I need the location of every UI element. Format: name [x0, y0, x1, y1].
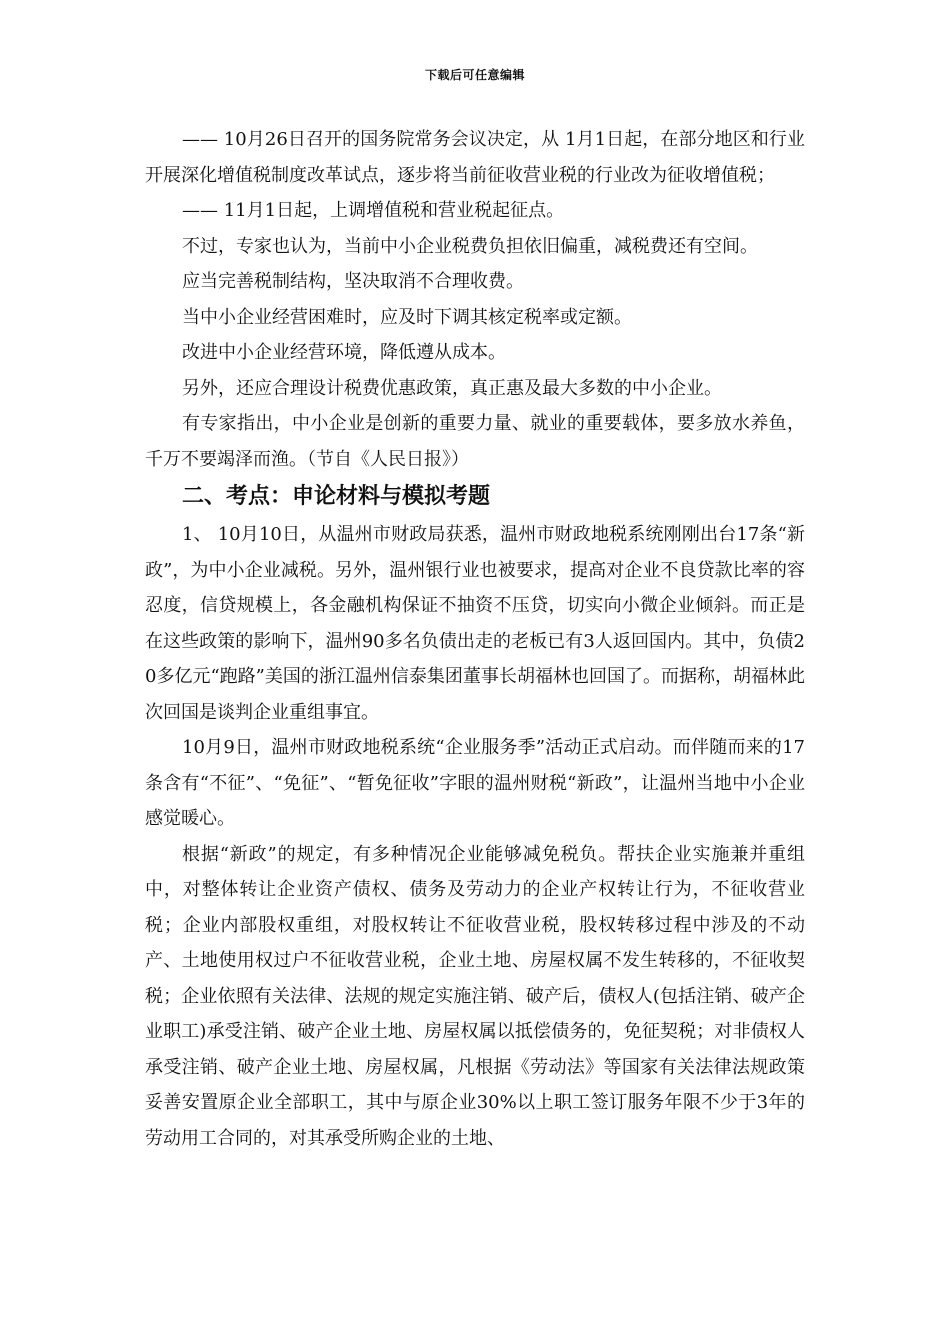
paragraph: 不过，专家也认为，当前中小企业税费负担依旧偏重，减税费还有空间。 — [182, 235, 758, 257]
paragraph: 另外，还应合理设计税费优惠政策，真正惠及最大多数的中小企业。 — [182, 377, 722, 399]
header-note: 下载后可任意编辑 — [424, 68, 525, 82]
document-body — [145, 122, 805, 1156]
paragraph: —— 11月1日起，上调增值税和营业税起征点。 — [182, 200, 565, 221]
paragraph: 10月9日，温州市财政地税系统“企业服务季”活动正式启动。而伴随而来的17条含有“不征”、“免征”、“暂免征收”字眼的温州财税“新政”，让温州当地中小企业感觉暖心。 — [145, 737, 805, 829]
paragraph: 1、 10月10日，从温州市财政局获悉，温州市财政地税系统刚刚出台17条“新政”，为中小企业减税。另外，温州银行业也被要求，提高对企业不良贷款比率的容忍度，信贷规模上，各金融机构保证不抽资不压贷，切实向小微企业倾斜。而正是在这些政策的影响下，温州90多名负债出走的老板已有3人返回国内。其中，负债20多亿元“跑路”美国的浙江温州信泰集团董事长胡福林也回国了。而据称，胡福林此次回国是谈判企业重组事宜。 — [145, 524, 805, 723]
paragraph: 根据“新政”的规定，有多种情况企业能够减免税负。帮扶企业实施兼并重组中，对整体转让企业资产债权、债务及劳动力的企业产权转让行为，不征收营业税；企业内部股权重组，对股权转让不征收营业税，股权转移过程中涉及的不动产、土地使用权过户不征收营业税，企业土地、房屋权属不发生转移的，不征收契税；企业依照有关法律、法规的规定实施注销、破产后，债权人(包括注销、破产企业职工)承受注销、破产企业土地、房屋权属以抵偿债务的，免征契税；对非债权人承受注销、破产企业土地、房屋权属，凡根据《劳动法》等国家有关法律法规政策妥善安置原企业全部职工，其中与原企业30%以上职工签订服务年限不少于3年的劳动用工合同的，对其承受所购企业的土地、 — [145, 843, 805, 1149]
paragraph: —— 10月26日召开的国务院常务会议决定，从 1月1日起，在部分地区和行业开展深化增值税制度改革试点，逐步将当前征收营业税的行业改为征收增值税； — [145, 129, 805, 186]
paragraph: 应当完善税制结构，坚决取消不合理收费。 — [182, 271, 524, 292]
paragraph: 当中小企业经营困难时，应及时下调其核定税率或定额。 — [182, 306, 632, 328]
paragraph: 改进中小企业经营环境，降低遵从成本。 — [182, 342, 506, 363]
section-heading: 二、考点：申论材料与模拟考题 — [182, 484, 491, 509]
paragraph: 有专家指出，中小企业是创新的重要力量、就业的重要载体，要多放水养鱼，千万不要竭泽而渔。（节自《人民日报》） — [145, 413, 805, 470]
